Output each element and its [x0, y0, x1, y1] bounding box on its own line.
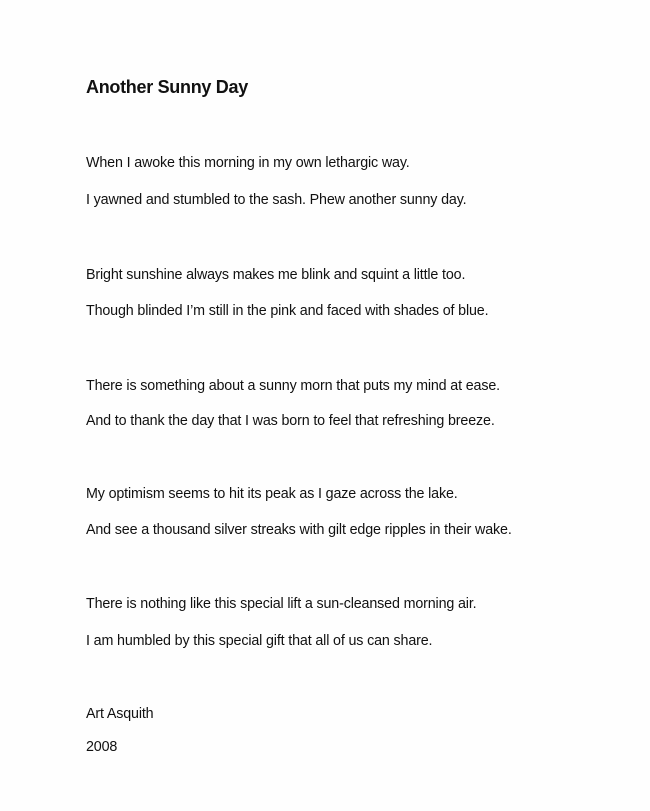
poem-line: When I awoke this morning in my own lethargic way. [86, 155, 410, 171]
poem-line: Though blinded I’m still in the pink and faced with shades of blue. [86, 303, 489, 319]
poem-line: And see a thousand silver streaks with gilt edge ripples in their wake. [86, 522, 512, 538]
poem-line: My optimism seems to hit its peak as I gaze across the lake. [86, 486, 458, 502]
author-name: Art Asquith [86, 706, 154, 722]
poem-line: There is nothing like this special lift a sun-cleansed morning air. [86, 596, 477, 612]
poem-title: Another Sunny Day [86, 77, 248, 97]
poem-line: I yawned and stumbled to the sash. Phew another sunny day. [86, 192, 467, 208]
poem-year: 2008 [86, 739, 118, 755]
poem-line: Bright sunshine always makes me blink and squint a little too. [86, 267, 466, 283]
poem-line: I am humbled by this special gift that all of us can share. [86, 633, 433, 649]
poem-line: There is something about a sunny morn that puts my mind at ease. [86, 378, 500, 394]
poem-line: And to thank the day that I was born to feel that refreshing breeze. [86, 413, 495, 429]
